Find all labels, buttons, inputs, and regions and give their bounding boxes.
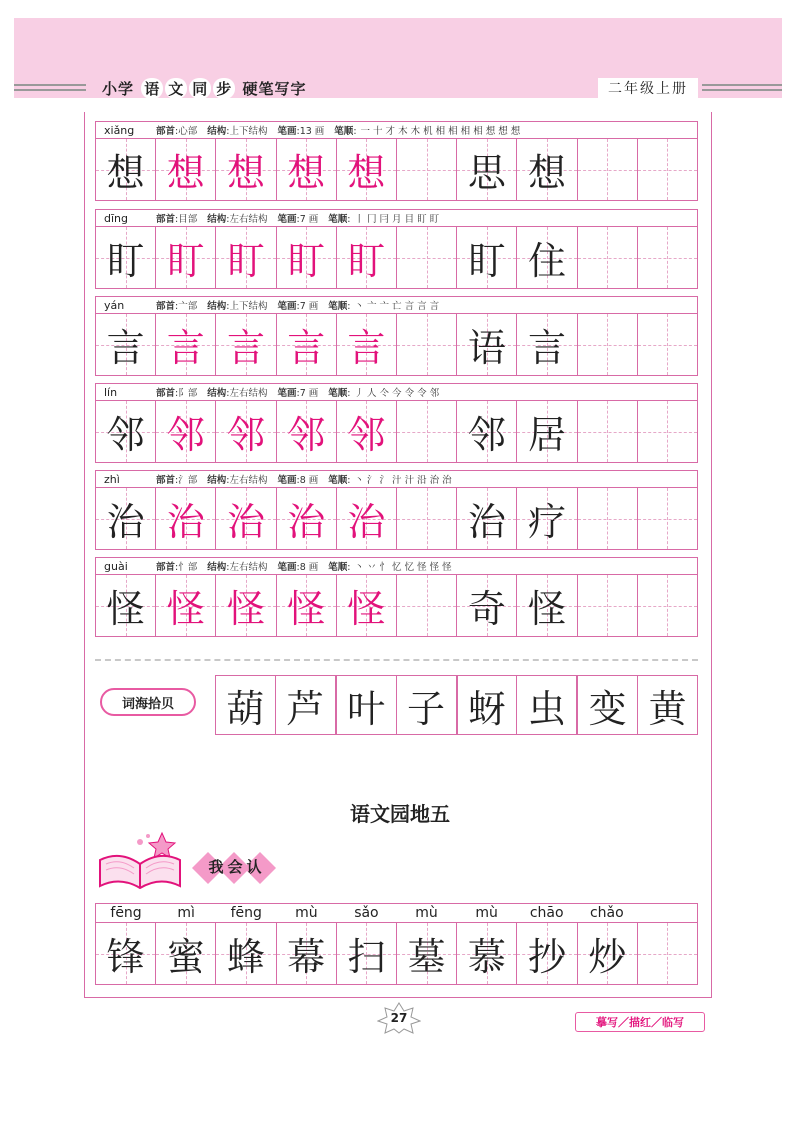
trace-char-cell[interactable]: 治 xyxy=(337,488,397,549)
trace-char-cell[interactable]: 邻 xyxy=(337,401,397,462)
trace-char-cell[interactable]: 怪 xyxy=(216,575,276,636)
trace-char-cell[interactable]: 治 xyxy=(277,488,337,549)
word-char-cell: 怪 xyxy=(517,575,577,636)
word-char-cell: 治 xyxy=(457,488,517,549)
stroke-order-info: 笔顺: 丶 氵 氵 汁 汁 沿 治 治 xyxy=(328,475,452,486)
practice-row xyxy=(95,296,698,376)
recognize-pinyin: fēng xyxy=(110,905,142,921)
blank-cell[interactable] xyxy=(578,314,638,375)
word-char-cell: 邻 xyxy=(457,401,517,462)
stroke-order-info: 笔顺: 丿 人 仒 今 令 令 邻 xyxy=(328,388,440,399)
pinyin: dīng xyxy=(104,211,128,225)
radical-info: 部首:心部 xyxy=(156,126,198,137)
structure-info: 结构:左右结构 xyxy=(207,562,268,573)
blank-cell[interactable] xyxy=(638,923,697,984)
recognize-char: 蜂 xyxy=(216,923,276,984)
stroke-order-info: 笔顺: 一 十 才 木 木 机 相 相 相 相 想 想 想 xyxy=(334,126,521,137)
recognize-pinyin: fēng xyxy=(230,905,262,921)
recognize-pinyin: mì xyxy=(177,905,195,921)
trace-char-cell[interactable]: 想 xyxy=(277,139,337,200)
recognize-char: 抄 xyxy=(517,923,577,984)
page-number: 27 xyxy=(390,1011,408,1025)
word-char-cell: 思 xyxy=(457,139,517,200)
blank-cell[interactable] xyxy=(638,314,697,375)
trace-char-cell[interactable]: 言 xyxy=(216,314,276,375)
structure-info: 结构:左右结构 xyxy=(207,475,268,486)
recognize-pinyin: chāo xyxy=(529,905,564,921)
trace-char-cell[interactable]: 盯 xyxy=(156,227,216,288)
header-rule-left xyxy=(14,84,86,91)
blank-cell[interactable] xyxy=(578,139,638,200)
recognize-char: 墓 xyxy=(397,923,457,984)
word-char-cell: 盯 xyxy=(457,227,517,288)
recognize-pinyin: sǎo xyxy=(354,905,379,921)
title-tag: 步 xyxy=(213,78,235,99)
blank-pinyin xyxy=(637,904,697,922)
word-char-cell: 想 xyxy=(517,139,577,200)
blank-cell[interactable] xyxy=(397,488,457,549)
recognize-pinyin: mù xyxy=(475,905,498,921)
strokes-info: 笔画:8 画 xyxy=(277,562,319,573)
model-char-cell: 盯 xyxy=(96,227,156,288)
practice-mode-tag: 摹写／描红／临写 xyxy=(575,1012,705,1032)
row-info xyxy=(95,296,698,314)
pinyin: zhì xyxy=(104,472,120,486)
recognize-pinyin-row xyxy=(95,903,698,923)
word-char-cell: 语 xyxy=(457,314,517,375)
writing-grid xyxy=(95,575,698,637)
writing-grid xyxy=(95,401,698,463)
word-char-cell: 疗 xyxy=(517,488,577,549)
word-char: 蚜 xyxy=(458,676,518,734)
title-suffix: 硬笔写字 xyxy=(242,80,307,98)
word-char-cell: 居 xyxy=(517,401,577,462)
word-char-cell: 住 xyxy=(517,227,577,288)
radical-info: 部首:目部 xyxy=(156,214,198,225)
radical-info: 部首:忄部 xyxy=(156,562,198,573)
model-char-cell: 怪 xyxy=(96,575,156,636)
practice-row xyxy=(95,470,698,550)
blank-cell[interactable] xyxy=(638,488,697,549)
trace-char-cell[interactable]: 盯 xyxy=(337,227,397,288)
recognize-label: 我会认 xyxy=(208,858,266,876)
blank-cell[interactable] xyxy=(638,401,697,462)
pinyin: guài xyxy=(104,559,128,573)
title-tag: 文 xyxy=(165,78,187,99)
pinyin: lín xyxy=(104,385,118,399)
trace-char-cell[interactable]: 想 xyxy=(216,139,276,200)
word-char-cell: 奇 xyxy=(457,575,517,636)
blank-cell[interactable] xyxy=(397,139,457,200)
word-char: 葫 xyxy=(216,676,276,734)
section-title: 语文园地五 xyxy=(350,802,450,826)
blank-cell[interactable] xyxy=(397,401,457,462)
title-prefix: 小学 xyxy=(102,80,135,98)
structure-info: 结构:左右结构 xyxy=(207,214,268,225)
model-char-cell: 言 xyxy=(96,314,156,375)
model-char-cell: 邻 xyxy=(96,401,156,462)
row-info xyxy=(95,470,698,488)
strokes-info: 笔画:7 画 xyxy=(277,301,319,312)
row-info xyxy=(95,209,698,227)
trace-char-cell[interactable]: 邻 xyxy=(156,401,216,462)
header-rule-right xyxy=(702,84,782,91)
strokes-info: 笔画:13 画 xyxy=(277,126,325,137)
structure-info: 结构:左右结构 xyxy=(207,388,268,399)
word-char: 黄 xyxy=(648,686,687,731)
stroke-order-info: 笔顺: 丶 亠 亠 亡 言 言 言 xyxy=(328,301,440,312)
word-char: 子 xyxy=(397,676,458,734)
trace-char-cell[interactable]: 言 xyxy=(156,314,216,375)
trace-char-cell[interactable]: 怪 xyxy=(277,575,337,636)
word-char-cell: 言 xyxy=(517,314,577,375)
blank-cell[interactable] xyxy=(397,227,457,288)
blank-cell[interactable] xyxy=(578,227,638,288)
trace-char-cell[interactable]: 怪 xyxy=(337,575,397,636)
trace-char-cell[interactable]: 言 xyxy=(337,314,397,375)
word-char: 叶 xyxy=(337,676,397,734)
strokes-info: 笔画:7 画 xyxy=(277,214,319,225)
word-grid xyxy=(215,675,698,735)
structure-info: 结构:上下结构 xyxy=(207,126,268,137)
title-tag: 语 xyxy=(141,78,163,99)
recognize-char: 慕 xyxy=(457,923,517,984)
trace-char-cell[interactable]: 言 xyxy=(277,314,337,375)
recognize-char: 蜜 xyxy=(156,923,216,984)
open-book-icon xyxy=(96,830,186,892)
radical-info: 部首:氵部 xyxy=(156,475,198,486)
writing-grid xyxy=(95,139,698,201)
blank-cell[interactable] xyxy=(638,139,697,200)
model-char-cell: 治 xyxy=(96,488,156,549)
blank-cell[interactable] xyxy=(638,227,697,288)
stroke-order-info: 笔顺: 丶 丷 忄 忆 忆 怪 怪 怪 xyxy=(328,562,452,573)
blank-cell[interactable] xyxy=(638,575,697,636)
strokes-info: 笔画:7 画 xyxy=(277,388,319,399)
recognize-pinyin: chǎo xyxy=(589,905,624,921)
practice-row xyxy=(95,121,698,201)
trace-char-cell[interactable]: 治 xyxy=(216,488,276,549)
grade-label: 二年级上册 xyxy=(598,78,698,98)
word-char: 虫 xyxy=(517,676,578,734)
row-info xyxy=(95,557,698,575)
trace-char-cell[interactable]: 想 xyxy=(337,139,397,200)
recognize-char: 扫 xyxy=(337,923,397,984)
row-info xyxy=(95,121,698,139)
writing-grid xyxy=(95,488,698,550)
pinyin: xiǎng xyxy=(104,123,135,137)
section-divider xyxy=(95,659,698,661)
page-header xyxy=(14,74,782,104)
recognize-char: 炒 xyxy=(578,923,638,984)
trace-char-cell[interactable]: 怪 xyxy=(156,575,216,636)
blank-cell[interactable] xyxy=(578,575,638,636)
recognize-pinyin: mù xyxy=(415,905,438,921)
radical-info: 部首:阝部 xyxy=(156,388,198,399)
writing-grid xyxy=(95,227,698,289)
blank-cell[interactable] xyxy=(578,488,638,549)
practice-row xyxy=(95,383,698,463)
blank-cell[interactable] xyxy=(578,401,638,462)
trace-char-cell[interactable]: 想 xyxy=(156,139,216,200)
stroke-order-info: 笔顺: 丨 冂 冃 月 目 盯 盯 xyxy=(328,214,440,225)
title-tag: 同 xyxy=(189,78,211,99)
recognize-heading xyxy=(182,848,292,888)
recognize-char: 幕 xyxy=(277,923,337,984)
practice-row xyxy=(95,557,698,637)
recognize-char: 锋 xyxy=(96,923,156,984)
blank-cell[interactable] xyxy=(397,575,457,636)
word-char: 芦 xyxy=(276,676,337,734)
word-char: 变 xyxy=(578,676,638,734)
trace-char-cell[interactable]: 邻 xyxy=(277,401,337,462)
trace-char-cell[interactable]: 邻 xyxy=(216,401,276,462)
strokes-info: 笔画:8 画 xyxy=(277,475,319,486)
model-char-cell: 想 xyxy=(96,139,156,200)
trace-char-cell[interactable]: 盯 xyxy=(216,227,276,288)
trace-char-cell[interactable]: 盯 xyxy=(277,227,337,288)
structure-info: 结构:上下结构 xyxy=(207,301,268,312)
recognize-pinyin: mù xyxy=(295,905,318,921)
radical-info: 部首:亠部 xyxy=(156,301,198,312)
word-badge: 词海拾贝 xyxy=(100,688,196,716)
row-info xyxy=(95,383,698,401)
writing-grid xyxy=(95,314,698,376)
recognize-char-row xyxy=(95,923,698,985)
blank-cell[interactable] xyxy=(397,314,457,375)
practice-row xyxy=(95,209,698,289)
pinyin: yán xyxy=(104,298,125,312)
trace-char-cell[interactable]: 治 xyxy=(156,488,216,549)
